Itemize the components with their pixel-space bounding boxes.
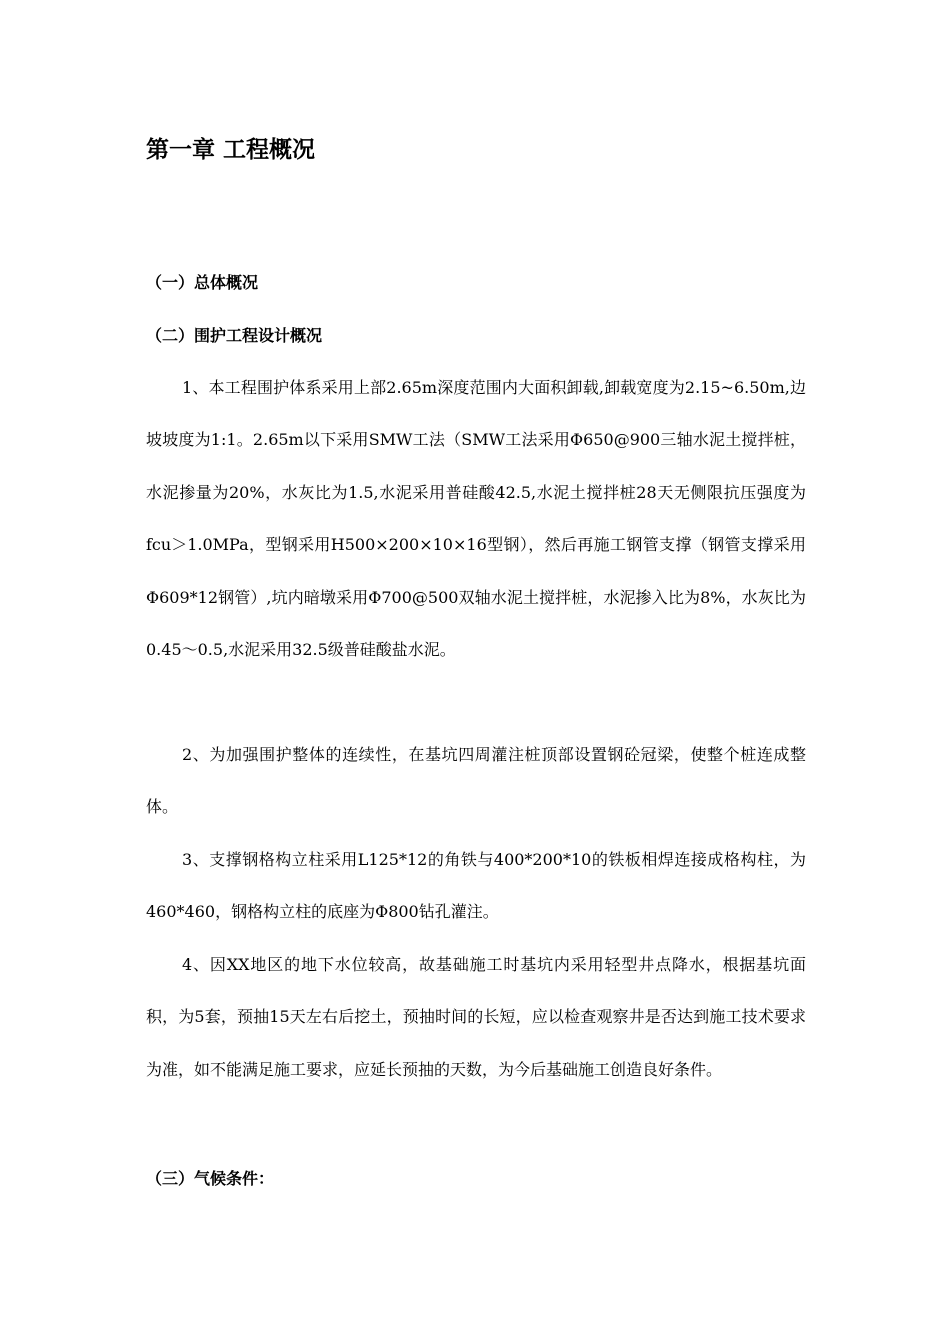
paragraph-3: 3、支撑钢格构立柱采用L125*12的角铁与400*200*10的铁板相焊连接成格构柱，为460*460，钢格构立柱的底座为Φ800钻孔灌注。 — [146, 850, 806, 922]
paragraph-4: 4、因XX地区的地下水位较高，故基础施工时基坑内采用轻型井点降水，根据基坑面积，为5套，预抽15天左右后挖土，预抽时间的长短，应以检查观察井是否达到施工技术要求为准，如不能满足施工要求，应延长预抽的天数，为今后基础施工创造良好条件。 — [146, 955, 806, 1079]
paragraph-1: 1、本工程围护体系采用上部2.65m深度范围内大面积卸载,卸载宽度为2.15~6.50m,边坡坡度为1:1。2.65m以下采用SMW工法（SMW工法采用Φ650@900三轴水泥土搅拌桩，水泥掺量为20%，水灰比为1.5,水泥采用普硅酸42.5,水泥土搅拌桩28天无侧限抗压强度为fcu＞1.0MPa，型钢采用H500×200×10×16型钢），然后再施工钢管支撑（钢管支撑采用Φ609*12钢管）,坑内暗墩采用Φ700@500双轴水泥土搅拌桩，水泥掺入比为8%，水灰比为0.45～0.5,水泥采用32.5级普硅酸盐水泥。 — [146, 378, 806, 660]
section-heading-climate: （三）气候条件： — [146, 1169, 275, 1188]
section-heading-enclosure-design: （二）围护工程设计概况 — [146, 326, 323, 345]
paragraph-2: 2、为加强围护整体的连续性，在基坑四周灌注桩顶部设置钢砼冠梁，使整个桩连成整体。 — [146, 745, 806, 817]
section-heading-overall: （一）总体概况 — [146, 273, 259, 292]
chapter-title: 第一章 工程概况 — [146, 137, 316, 163]
